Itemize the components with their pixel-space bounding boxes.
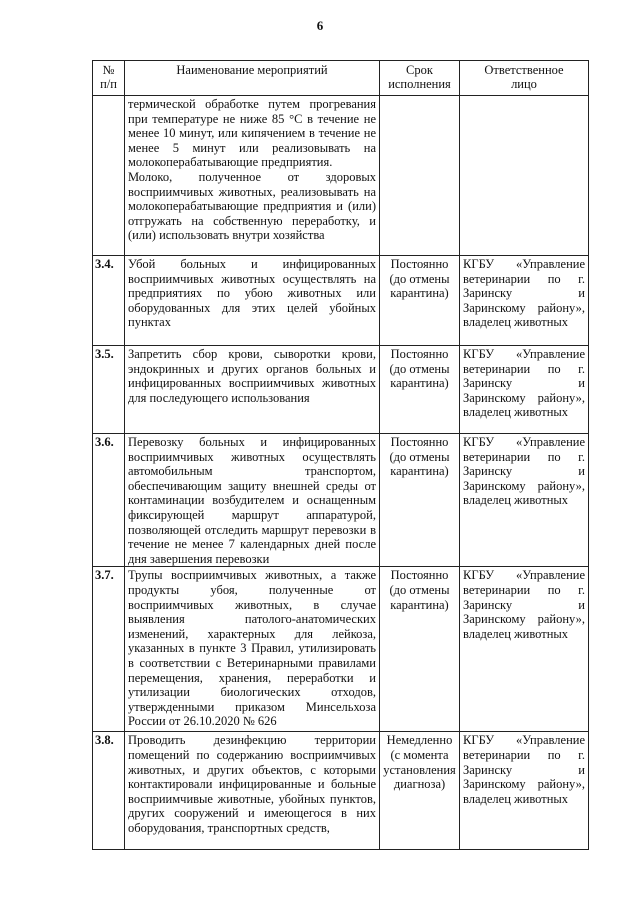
row-responsible: КГБУ «Управление ветеринарии по г. Заринску и Заринскому району», владелец животных [460,346,589,434]
row-description: Перевозку больных и инфицированных восприимчивых животных осуществлять автомобильным транспортом, обеспечивающим защиту внешней среды от контаминации возбудителем и оснащенным фиксирующей маршрут аппаратурой, позволяющей отследить маршрут перевозки в течение не менее 7 календарных дней после дня завершения перевозки [125,434,380,567]
table-row [93,346,589,434]
table-row [93,96,589,256]
row-term: Постоянно (до отмены карантина) [380,434,460,567]
row-number: 3.5. [93,346,125,434]
row-responsible: КГБУ «Управление ветеринарии по г. Заринску и Заринскому району», владелец животных [460,256,589,346]
row-responsible: КГБУ «Управление ветеринарии по г. Заринску и Заринскому району», владелец животных [460,567,589,732]
header-resp: Ответственное лицо [460,61,589,96]
row-number [93,96,125,256]
table-row [93,434,589,567]
header-term: Срок исполнения [380,61,460,96]
row-description: термической обработке путем прогревания при температуре не ниже 85 °С в течение не менее 10 минут, или кипячением в течение не менее 5 минут или реализовывать на молокоперабатывающие предприятия. Молоко, полученное от здоровых восприимчивых животных, реализовывать на молокоперабатывающие предприятия и (или) отгружать на собственную переработку, и (или) использовать внутри хозяйства [125,96,380,256]
row-description: Проводить дезинфекцию территории помещений по содержанию восприимчивых животных, и других объектов, с которыми контактировали инфицированные и больные восприимчивые животные, убойных пунктов, других сооружений и имеющегося в них оборудования, транспортных средств, [125,732,380,850]
row-responsible: КГБУ «Управление ветеринарии по г. Заринску и Заринскому району», владелец животных [460,434,589,567]
row-responsible [460,96,589,256]
row-term: Постоянно (до отмены карантина) [380,346,460,434]
table-row [93,732,589,850]
measures-table [92,60,589,850]
row-description: Запретить сбор крови, сыворотки крови, эндокринных и других органов больных и инфицированных восприимчивых животных для последующего использования [125,346,380,434]
row-term [380,96,460,256]
row-number: 3.6. [93,434,125,567]
row-term: Немедленно (с момента установления диагноза) [380,732,460,850]
row-responsible: КГБУ «Управление ветеринарии по г. Заринску и Заринскому району», владелец животных [460,732,589,850]
table-row [93,567,589,732]
table-row [93,256,589,346]
row-description: Трупы восприимчивых животных, а также продукты убоя, полученные от восприимчивых животных, в случае выявления патолого-анатомических изменений, характерных для лейкоза, указанных в пункте 3 Правил, утилизировать в соответствии с Ветеринарными правилами перемещения, хранения, переработки и утилизации биологических отходов, утвержденными приказом Минсельхоза России от 26.10.2020 № 626 [125,567,380,732]
header-num: № п/п [93,61,125,96]
row-description: Убой больных и инфицированных восприимчивых животных осуществлять на предприятиях по убою животных или оборудованных для этих целей убойных пунктах [125,256,380,346]
row-number: 3.4. [93,256,125,346]
row-number: 3.8. [93,732,125,850]
page-number: 6 [316,18,324,33]
row-term: Постоянно (до отмены карантина) [380,567,460,732]
table-header-row [93,61,589,96]
row-term: Постоянно (до отмены карантина) [380,256,460,346]
header-name: Наименование мероприятий [125,61,380,96]
row-number: 3.7. [93,567,125,732]
